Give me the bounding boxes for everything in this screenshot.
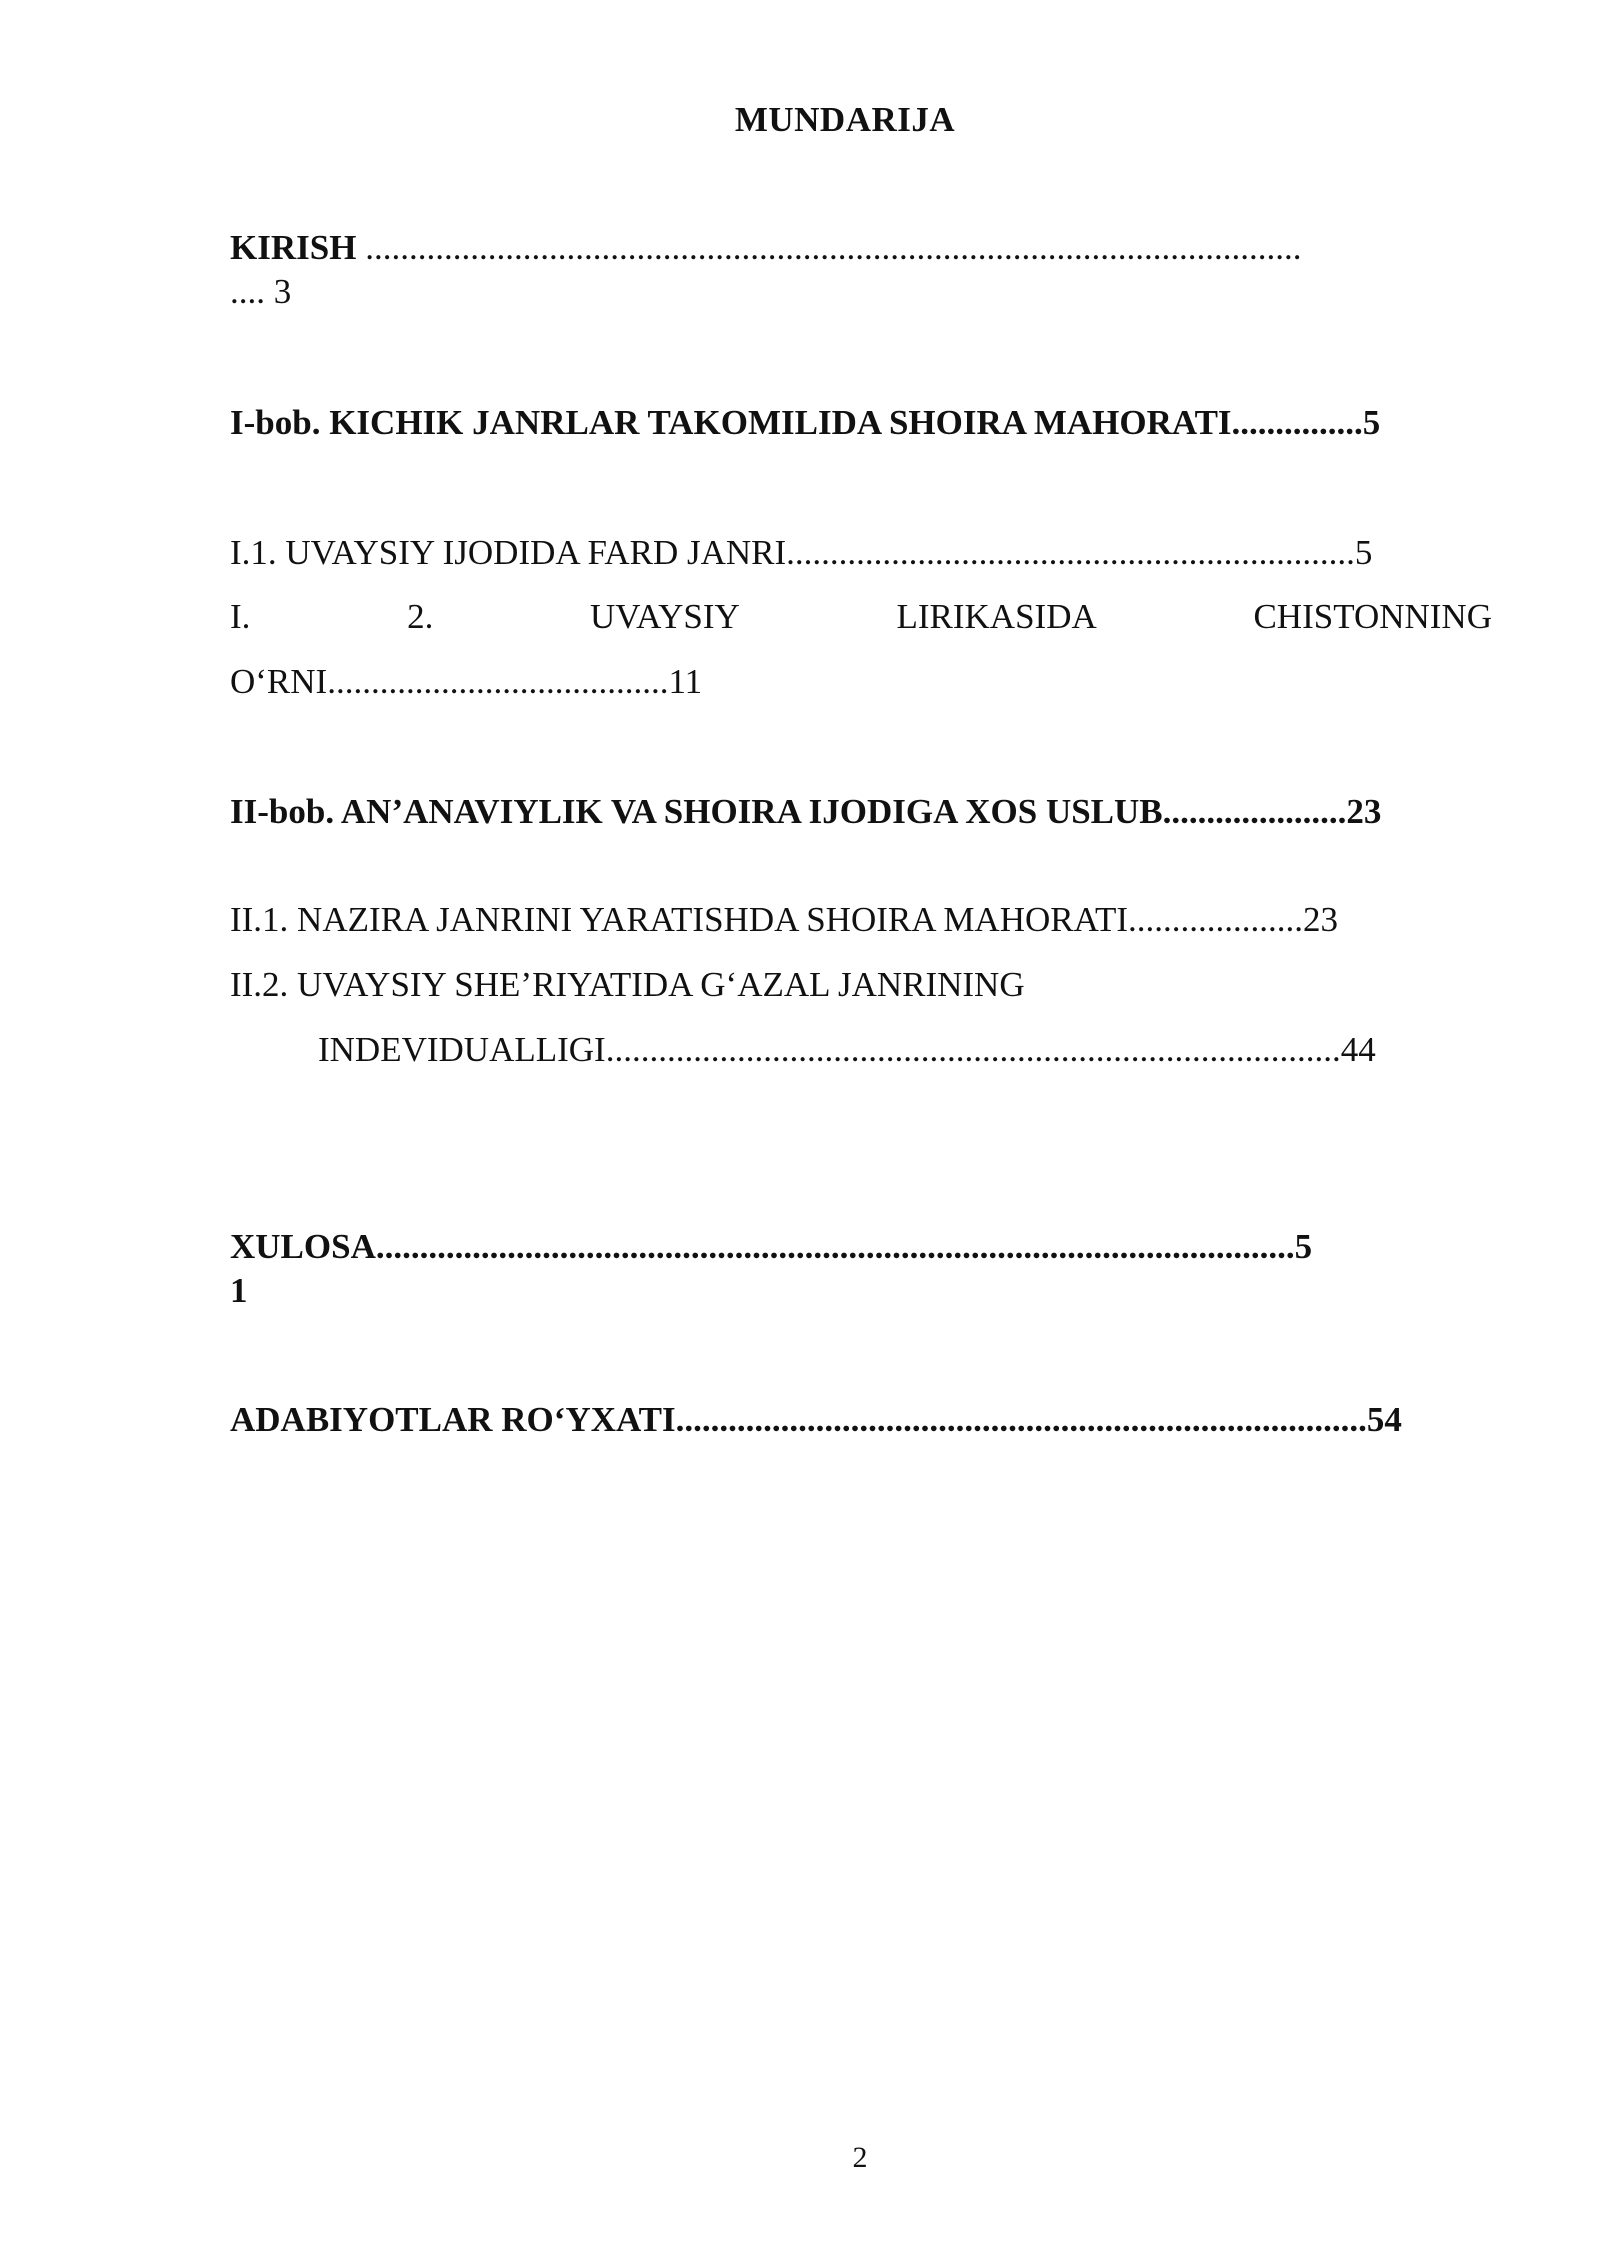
toc-word: CHISTONNING	[1253, 597, 1492, 636]
toc-entry-xulosa[interactable]: XULOSA.........................................................................................................5	[230, 1227, 1313, 1266]
toc-entry-section-1-2-cont[interactable]: O‘RNI.......................................11	[230, 662, 703, 701]
toc-word: LIRIKASIDA	[896, 597, 1097, 636]
toc-page-xulosa: 1	[230, 1271, 248, 1310]
toc-entry-chapter-1[interactable]: I-bob. KICHIK JANRLAR TAKOMILIDA SHOIRA MAHORATI...............5	[230, 403, 1381, 442]
toc-entry-section-2-2[interactable]: II.2. UVAYSIY SHE’RIYATIDA G‘AZAL JANRINING	[230, 965, 1025, 1004]
toc-entry-adabiyotlar[interactable]: ADABIYOTLAR RO‘YXATI...............................................................................54	[230, 1400, 1402, 1439]
toc-entry-section-2-1[interactable]: II.1. NAZIRA JANRINI YARATISHDA SHOIRA MAHORATI....................23	[230, 900, 1339, 939]
toc-entry-section-2-2-cont[interactable]: INDEVIDUALLIGI....................................................................................44	[318, 1030, 1376, 1069]
toc-word: UVAYSIY	[590, 597, 740, 636]
toc-word: I.	[230, 597, 251, 636]
toc-entry-kirish[interactable]	[230, 226, 1301, 270]
toc-page-kirish: .... 3	[230, 272, 292, 311]
toc-leader-kirish: ...........................................................................................................	[356, 228, 1302, 267]
toc-entry-chapter-2[interactable]: II-bob. AN’ANAVIYLIK VA SHOIRA IJODIGA XOS USLUB.....................23	[230, 792, 1382, 831]
toc-entry-section-1-1[interactable]: I.1. UVAYSIY IJODIDA FARD JANRI.................................................................5	[230, 533, 1373, 572]
toc-word: 2.	[407, 597, 434, 636]
page-number: 2	[852, 2141, 868, 2174]
toc-label-kirish: KIRISH	[230, 228, 357, 267]
page-title: MUNDARIJA	[734, 100, 956, 139]
toc-entry-section-1-2[interactable]	[230, 595, 1492, 639]
